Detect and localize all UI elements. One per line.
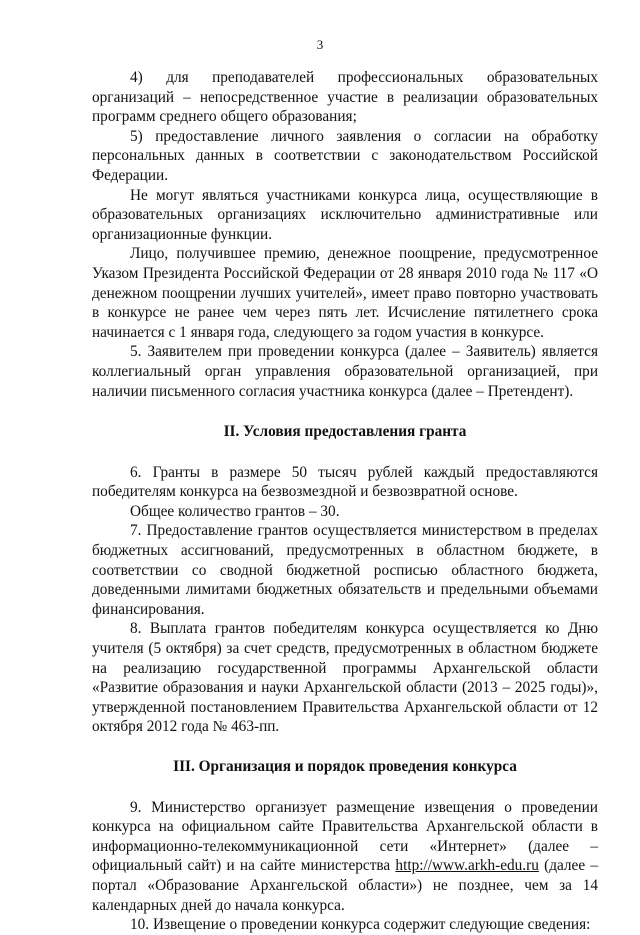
paragraph-clause-10: 10. Извещение о проведении конкурса содержит следующие сведения: [130, 916, 591, 934]
clause-9-text-start: 9. Министерство организует размещение извещения о проведении конкурса на официальном сайте Правительства Архангельской области в информационно-телекоммуникационной сети «Интернет» (далее – официальный сайт) и на сайте министерства [92, 798, 598, 875]
paragraph-clause-5: 5. Заявителем при проведении конкурса (далее – Заявитель) является коллегиальный орган управления образовательной организацией, при наличии письменного согласия участника конкурса (далее – Претендент). [92, 343, 598, 400]
paragraph-clause-7: 7. Предоставление грантов осуществляется министерством в пределах бюджетных ассигнований, предусмотренных в областном бюджете, в соответствии со сводной бюджетной росписью областного бюджета, доведенными лимитами бюджетных обязательств и предельными объемами финансирования. [92, 522, 598, 618]
document-body [92, 68, 598, 935]
paragraph-clause-6: 6. Гранты в размере 50 тысяч рублей каждый предоставляются победителям конкурса на безвозмездной и безвозвратной основе. [92, 463, 598, 501]
ministry-website-link[interactable]: http://www.arkh-edu.ru [395, 857, 539, 875]
paragraph-clause-8: 8. Выплата грантов победителям конкурса осуществляется ко Дню учителя (5 октября) за счет средств, предусмотренных в областном бюджете на реализацию государственной программы Архангельской области «Развитие образования и науки Архангельской области (2013 – 2025 годы)», утвержденной постановлением Правительства Архангельской области от 12 октября 2012 года № 463-пп. [92, 620, 598, 736]
section-heading-2: II. Условия предоставления гранта [223, 423, 467, 441]
paragraph-exclusion: Не могут являться участниками конкурса лица, осуществляющие в образовательных организациях исключительно административные или организационные функции. [92, 186, 598, 243]
clause-9-text-end: (далее – портал «Образование Архангельской области») не позднее, чем за 14 календарных дней до начала конкурса. [92, 857, 598, 914]
paragraph-grant-count: Общее количество грантов – 30. [130, 502, 340, 520]
paragraph-item-5: 5) предоставление личного заявления о согласии на обработку персональных данных в соответствии с законодательством Российской Федерации. [92, 127, 598, 184]
page-number: 3 [316, 37, 324, 52]
paragraph-repeat-participation: Лицо, получившее премию, денежное поощрение, предусмотренное Указом Президента Российской Федерации от 28 января 2010 года № 117 «О денежном поощрении лучших учителей», имеет право повторно участвовать в конкурсе не ранее чем через пять лет. Исчисление пятилетнего срока начинается с 1 января года, следующего за годом участия в конкурсе. [92, 245, 598, 341]
section-heading-3: III. Организация и порядок проведения конкурса [173, 758, 517, 775]
paragraph-clause-9 [92, 798, 598, 916]
paragraph-item-4: 4) для преподавателей профессиональных образовательных организаций – непосредственное участие в реализации образовательных программ среднего общего образования; [92, 69, 598, 126]
